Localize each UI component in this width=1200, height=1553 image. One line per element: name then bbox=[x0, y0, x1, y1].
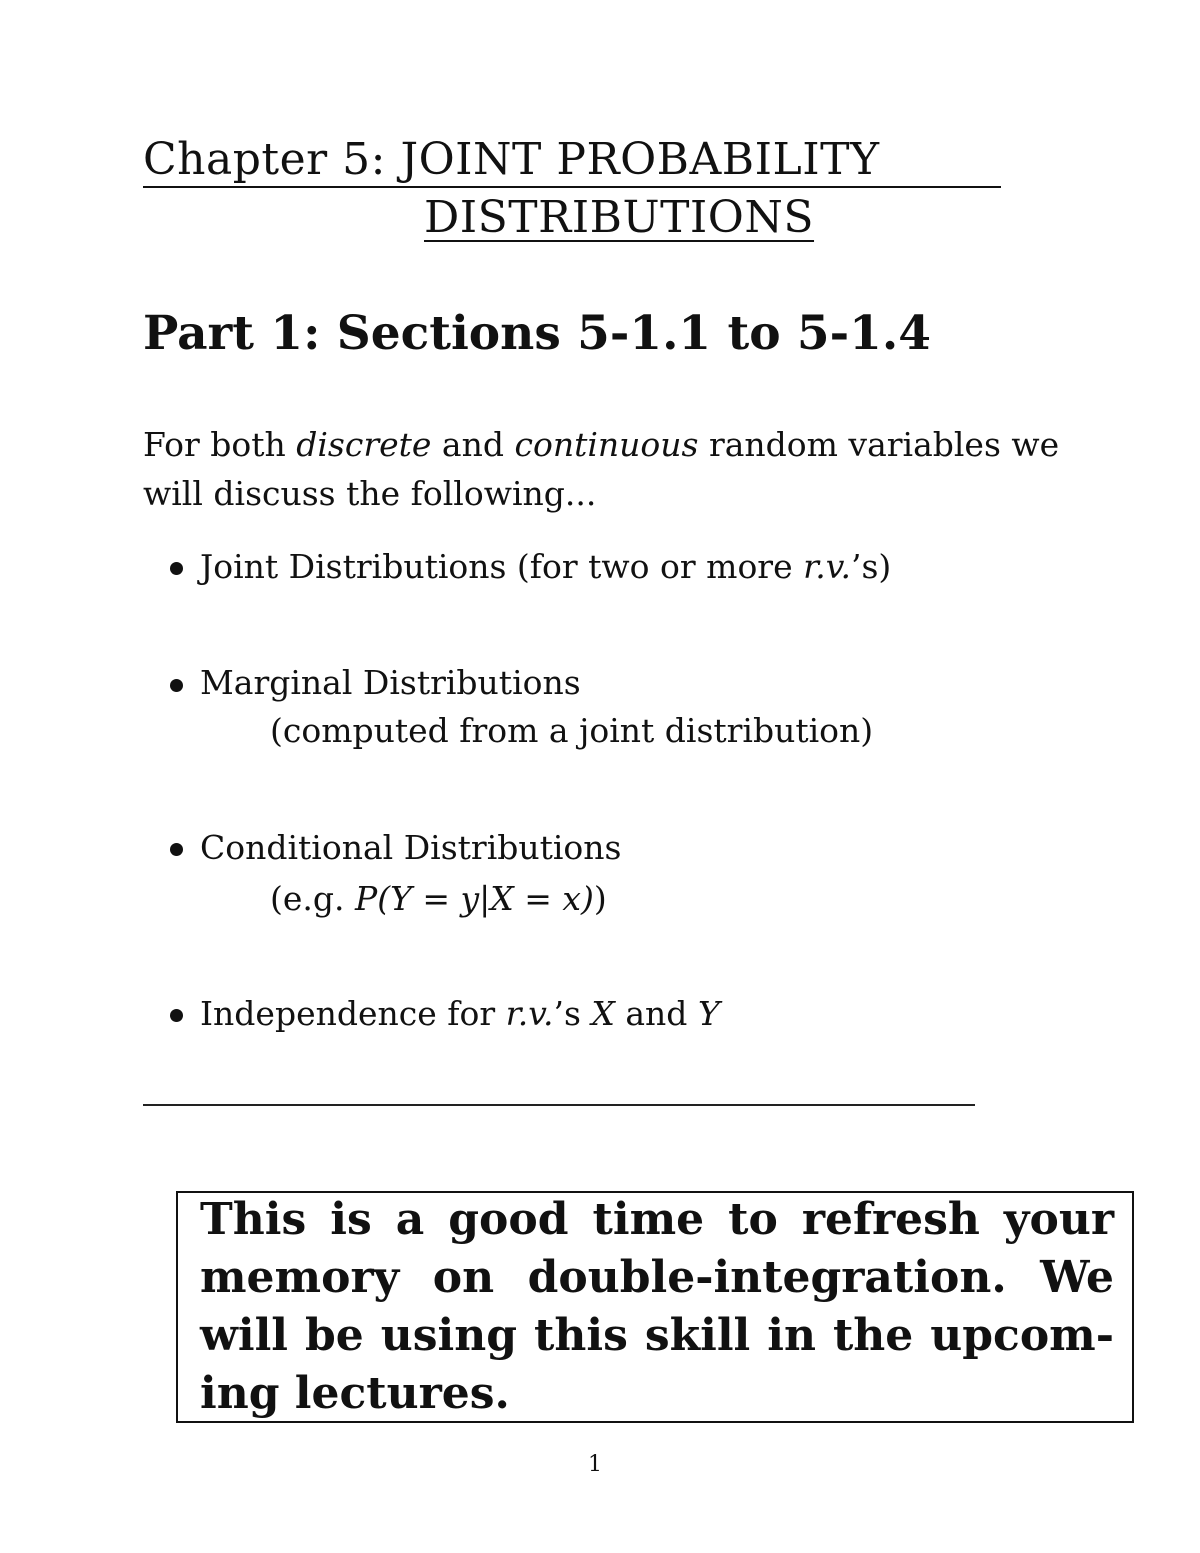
bullet-and: and bbox=[614, 994, 698, 1033]
bullet-marginal-distributions: Marginal Distributions bbox=[200, 663, 581, 702]
bullet-math-rv: r.v. bbox=[505, 994, 554, 1033]
bullet-tail: ’s) bbox=[850, 547, 892, 586]
intro-continuous: continuous bbox=[514, 425, 699, 464]
sub-math: P(Y = y|X = x) bbox=[355, 879, 594, 918]
title-underline bbox=[143, 186, 1001, 188]
bullet-math: r.v. bbox=[803, 547, 851, 586]
bullet-joint-distributions bbox=[200, 547, 892, 586]
intro-and: and bbox=[431, 425, 515, 464]
note-line-1: This is a good time to refresh your bbox=[200, 1194, 1114, 1245]
note-line-4: ing lectures. bbox=[200, 1368, 510, 1419]
note-line-3: will be using this skill in the upcom- bbox=[200, 1310, 1114, 1361]
sub-suffix: ) bbox=[593, 879, 607, 918]
bullet-text: Independence for bbox=[200, 994, 506, 1033]
note-box bbox=[176, 1191, 1134, 1423]
chapter-title-line-1: Chapter 5: JOINT PROBABILITY bbox=[143, 134, 880, 185]
intro-discrete: discrete bbox=[296, 425, 432, 464]
bullet-text: Joint Distributions (for two or more bbox=[200, 547, 804, 586]
bullet-marginal-subtext: (computed from a joint distribution) bbox=[270, 711, 874, 750]
intro-line-2: will discuss the following... bbox=[143, 474, 597, 513]
bullet-icon bbox=[170, 562, 183, 575]
bullet-mid: ’s bbox=[553, 994, 592, 1033]
separator-rule bbox=[143, 1104, 975, 1106]
bullet-conditional-subtext bbox=[270, 879, 607, 918]
bullet-conditional-distributions: Conditional Distributions bbox=[200, 828, 622, 867]
bullet-independence bbox=[200, 994, 720, 1033]
bullet-icon bbox=[170, 843, 183, 856]
page-number: 1 bbox=[588, 1452, 602, 1477]
part-heading: Part 1: Sections 5-1.1 to 5-1.4 bbox=[143, 306, 931, 361]
intro-line-1 bbox=[143, 425, 1060, 464]
intro-prefix: For both bbox=[143, 425, 297, 464]
chapter-title-line-2: DISTRIBUTIONS bbox=[424, 192, 815, 243]
bullet-icon bbox=[170, 1009, 183, 1022]
bullet-icon bbox=[170, 679, 183, 692]
bullet-math-y: Y bbox=[697, 994, 720, 1033]
bullet-math-x: X bbox=[591, 994, 615, 1033]
note-line-2: memory on double-integration. We bbox=[200, 1252, 1114, 1303]
sub-prefix: (e.g. bbox=[270, 879, 355, 918]
intro-suffix: random variables we bbox=[698, 425, 1060, 464]
